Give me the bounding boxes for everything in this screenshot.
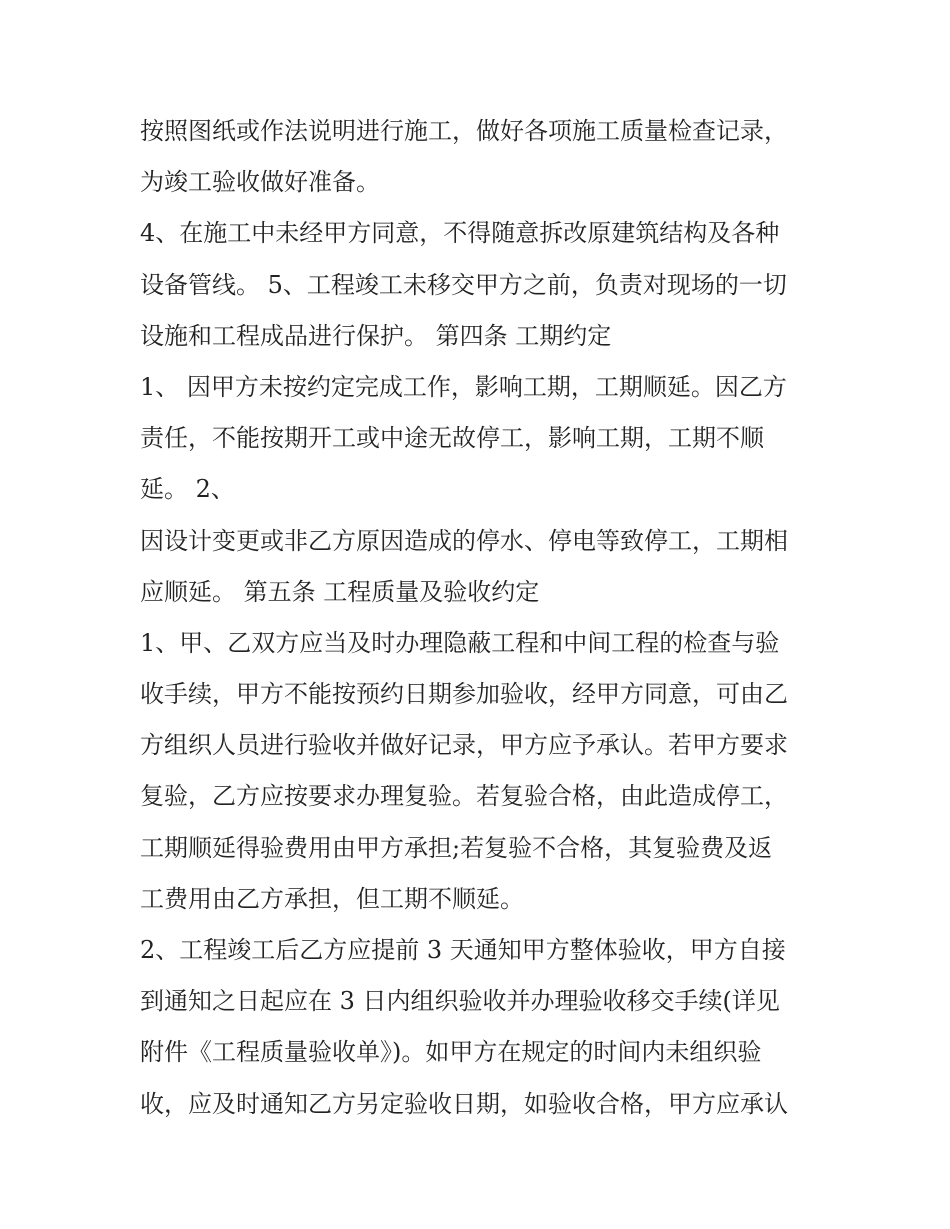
- text-line: 2、工程竣工后乙方应提前 3 天通知甲方整体验收，甲方自接: [140, 936, 786, 964]
- text-line: 延。 2、: [140, 475, 235, 504]
- text-line: 设施和工程成品进行保护。 第四条 工期约定: [140, 321, 612, 350]
- text-line: 工费用由乙方承担，但工期不顺延。: [140, 884, 524, 913]
- document-body: [140, 106, 830, 1130]
- text-line: 1、甲、乙双方应当及时办理隐蔽工程和中间工程的检查与验: [140, 628, 780, 657]
- text-line: 收，应及时通知乙方另定验收日期，如验收合格，甲方应承认: [140, 1089, 788, 1118]
- text-line: 方组织人员进行验收并做好记录，甲方应予承认。若甲方要求: [140, 731, 788, 760]
- text-line: 责任，不能按期开工或中途无故停工，影响工期，工期不顺: [140, 424, 764, 453]
- text-line: 应顺延。 第五条 工程质量及验收约定: [140, 577, 540, 606]
- text-line: 到通知之日起应在 3 日内组织验收并办理验收移交手续(详见: [140, 987, 780, 1016]
- text-line: 收手续，甲方不能按预约日期参加验收，经甲方同意，可由乙: [140, 680, 788, 709]
- text-line: 1、 因甲方未按约定完成工作，影响工期，工期顺延。因乙方: [140, 372, 787, 401]
- text-line: 设备管线。 5、工程竣工未移交甲方之前，负责对现场的一切: [140, 270, 787, 299]
- text-line: 按照图纸或作法说明进行施工，做好各项施工质量检查记录，: [140, 117, 788, 145]
- text-line: 为竣工验收做好准备。: [140, 168, 380, 197]
- text-line: 4、在施工中未经甲方同意，不得随意拆改原建筑结构及各种: [140, 219, 780, 248]
- text-line: 因设计变更或非乙方原因造成的停水、停电等致停工，工期相: [140, 526, 788, 555]
- text-line: 工期顺延得验费用由甲方承担;若复验不合格，其复验费及返: [140, 833, 773, 862]
- text-line: 附件《工程质量验收单》)。如甲方在规定的时间内未组织验: [140, 1038, 762, 1067]
- text-line: 复验，乙方应按要求办理复验。若复验合格，由此造成停工，: [140, 782, 788, 811]
